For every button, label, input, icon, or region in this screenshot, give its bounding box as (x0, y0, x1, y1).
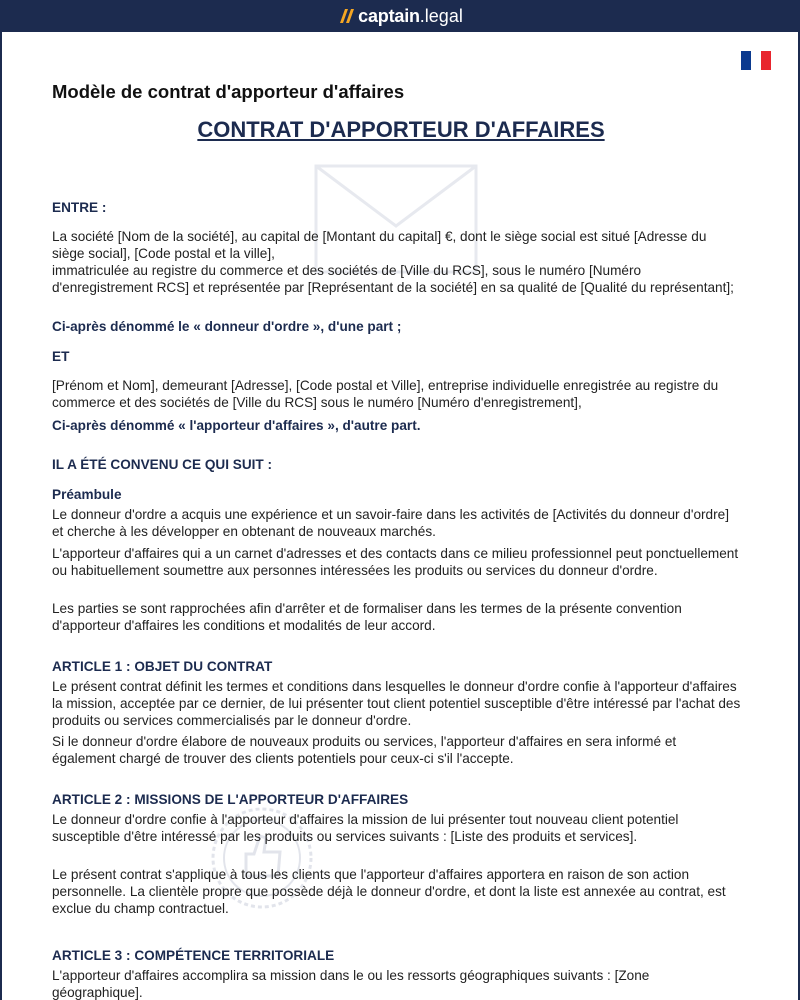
party1-designation: Ci-après dénommé le « donneur d'ordre », d'une part ; (52, 319, 402, 334)
preambule-p2: L'apporteur d'affaires qui a un carnet d'adresses et des contacts dans ce milieu professionnel peut ponctuellement ou habituellement soumettre aux personnes intéressées les produits ou services du donneur d'ordre. (52, 546, 739, 578)
party2-designation: Ci-après dénommé « l'apporteur d'affaires », d'autre part. (52, 418, 421, 433)
article2-p2: Le présent contrat s'applique à tous les clients que l'apporteur d'affaires apportera en raison de son action personnelle. La clientèle propre que possède déjà le donneur d'ordre, et dont la liste est annexée au contrat, est exclue du champ contractuel. (52, 867, 726, 916)
flag-stripe-blue (741, 51, 751, 70)
flag-stripe-white (751, 51, 761, 70)
article1-p2: Si le donneur d'ordre élabore de nouveaux produits ou services, l'apporteur d'affaires en sera informé et également chargé de trouver des clients potentiels pour ceux-ci s'il l'accepte. (52, 734, 677, 766)
document-heading: Modèle de contrat d'apporteur d'affaires (52, 81, 405, 102)
party2-text: [Prénom et Nom], demeurant [Adresse], [Code postal et Ville], entreprise individuelle enregistrée au registre du commerce et des sociétés de [Ville du RCS] sous le numéro [Numéro d'enregistrement], (52, 378, 719, 410)
preambule-p3: Les parties se sont rapprochées afin d'arrêter et de formaliser dans les termes de la présente convention d'apporteur d'affaires les conditions et modalités de leur accord. (52, 601, 682, 633)
preambule-title: Préambule (52, 487, 122, 502)
party1-line2: immatriculée au registre du commerce et des sociétés de [Ville du RCS], sous le numéro [Numéro d'enregistrement RCS] et représentée par [Représentant de la société] en sa qualité de [Qualité du représentant]; (52, 263, 734, 295)
logo-mark-icon (337, 9, 355, 23)
article3-p1: L'apporteur d'affaires accomplira sa mission dans le ou les ressorts géographiques suivants : [Zone géographique]. (52, 968, 650, 1000)
captain-legal-logo[interactable] (337, 6, 463, 27)
document-page (2, 32, 798, 1000)
article1-p1: Le présent contrat définit les termes et conditions dans lesquelles le donneur d'ordre confie à l'apporteur d'affaires la mission, acceptée par ce dernier, de lui présenter tout client potentiel susceptible d'être intéressé par l'achat des produits ou services commercialisés par le donneur d'ordre. (52, 679, 741, 728)
logo-name: captain (358, 5, 420, 26)
preambule-p1: Le donneur d'ordre a acquis une expérience et un savoir-faire dans les activités de [Activités du donneur d'ordre] et cherche à les développer en obtenant de nouveaux marchés. (52, 507, 729, 539)
contract-title: CONTRAT D'APPORTEUR D'AFFAIRES (197, 117, 605, 142)
et-label: ET (52, 349, 70, 364)
convenu-heading: IL A ÉTÉ CONVENU CE QUI SUIT : (52, 457, 273, 472)
top-bar (0, 0, 800, 32)
article1-title: ARTICLE 1 : OBJET DU CONTRAT (52, 659, 273, 674)
article2-title: ARTICLE 2 : MISSIONS DE L'APPORTEUR D'AFFAIRES (52, 792, 409, 807)
flag-stripe-red (761, 51, 771, 70)
logo-tld: .legal (419, 5, 463, 26)
entre-label: ENTRE : (52, 200, 107, 215)
article2-p1: Le donneur d'ordre confie à l'apporteur d'affaires la mission de lui présenter tout nouveau client potentiel susceptible d'être intéressé par les produits ou services suivants : [Liste des produits et services]. (52, 812, 679, 844)
french-flag-icon[interactable] (741, 51, 771, 70)
party1-line1: La société [Nom de la société], au capital de [Montant du capital] €, dont le siège social est situé [Adresse du siège social], [Code postal et la ville], (52, 229, 707, 261)
article3-title: ARTICLE 3 : COMPÉTENCE TERRITORIALE (52, 948, 335, 963)
